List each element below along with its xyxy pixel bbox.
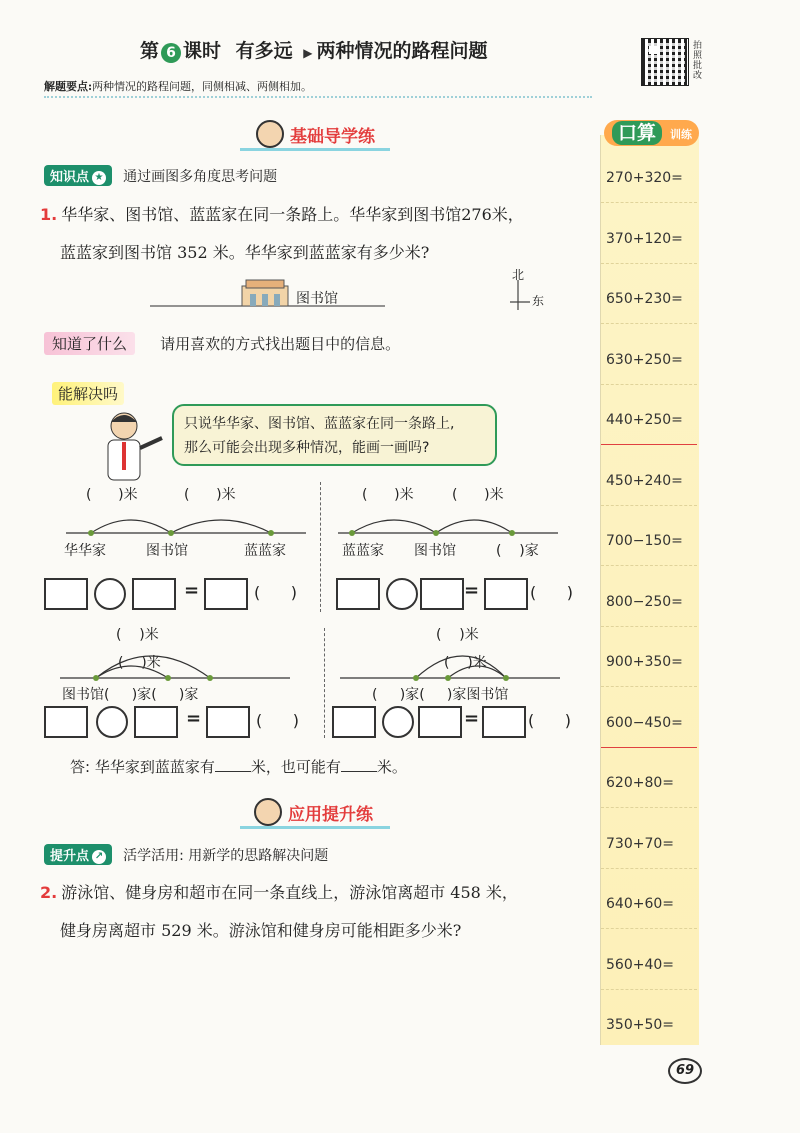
key-point-label: 解题要点: <box>44 80 93 93</box>
answer-box[interactable] <box>206 706 250 738</box>
oral-training-banner <box>604 120 699 146</box>
arc-label: ( )米 <box>184 487 236 503</box>
divider <box>601 263 697 264</box>
oral-item: 620+80= <box>606 775 674 791</box>
triangle-icon: ▶ <box>303 46 313 60</box>
operator-circle[interactable] <box>96 706 128 738</box>
answer-box[interactable] <box>482 706 526 738</box>
oral-training-subtitle: 训练 <box>670 128 692 141</box>
answer-box[interactable] <box>44 578 88 610</box>
answer-prefix: 答: 华华家到蓝蓝家有 <box>70 758 215 776</box>
know-text: 请用喜欢的方式找出题目中的信息。 <box>160 335 401 353</box>
arc-label: ( )米 <box>86 487 138 503</box>
arc-label: ( )米 <box>452 487 504 503</box>
point-label: 华华家 <box>64 543 106 559</box>
diagram-2-line <box>338 505 558 540</box>
answer-box[interactable] <box>336 578 380 610</box>
qr-code[interactable] <box>641 38 689 86</box>
oral-item: 370+120= <box>606 230 683 247</box>
arc-label: ( )米 <box>116 627 159 643</box>
answer-line <box>70 756 407 777</box>
library-label: 图书馆 <box>296 291 338 307</box>
equals-sign: = <box>464 580 480 601</box>
section-banner-basic <box>256 120 375 148</box>
arc-label: ( )米 <box>118 655 161 671</box>
answer-box[interactable] <box>418 706 462 738</box>
divider <box>601 323 697 324</box>
problem-text-line: 华华家、图书馆、蓝蓝家在同一条路上。华华家到图书馆276米， <box>61 205 524 224</box>
arc-label: ( )米 <box>444 655 487 671</box>
problem-text-line: 蓝蓝家到图书馆 352 米。华华家到蓝蓝家有多少米? <box>60 243 430 262</box>
key-point-text: 两种情况的路程问题，同侧相减、两侧相加。 <box>92 80 313 93</box>
problem-text-line: 游泳馆、健身房和超市在同一条直线上，游泳馆离超市 458 米， <box>61 883 518 902</box>
oral-item: 800−250= <box>606 593 683 610</box>
oral-item: 650+230= <box>606 291 683 307</box>
point-label: 图书馆 <box>466 687 509 703</box>
divider <box>601 384 697 385</box>
lesson-number-badge: 6 <box>161 43 181 63</box>
point-label: ( )家 <box>104 687 152 703</box>
compass-east: 东 <box>532 294 545 308</box>
speech-bubble <box>172 404 497 466</box>
diagram-3-labels <box>62 684 198 704</box>
answer-blank[interactable] <box>215 771 251 772</box>
problem-number: 2. <box>40 883 58 902</box>
lesson-suffix: 课时 <box>183 40 222 62</box>
student-face-icon <box>256 120 284 148</box>
point-label: ( )家 <box>151 687 199 703</box>
arc-label: ( )米 <box>362 487 414 503</box>
divider <box>601 444 697 445</box>
answer-box[interactable] <box>132 578 176 610</box>
answer-blank[interactable] <box>341 771 377 772</box>
section-underline <box>240 148 390 151</box>
oral-item: 730+70= <box>606 835 674 852</box>
oral-item: 700−150= <box>606 533 683 549</box>
diagram-3-line <box>60 636 290 684</box>
point-label: 图书馆 <box>146 543 188 559</box>
divider <box>601 747 697 748</box>
equals-sign: = <box>186 708 202 729</box>
diagram-4-line <box>340 636 560 684</box>
point-label: ( )家 <box>496 543 539 559</box>
point-label: ( )家 <box>372 687 420 703</box>
oral-item: 630+250= <box>606 351 683 368</box>
unit-blank[interactable]: ( ) <box>530 583 573 602</box>
point-label: 蓝蓝家 <box>342 543 384 559</box>
answer-box[interactable] <box>332 706 376 738</box>
unit-blank[interactable]: ( ) <box>254 583 297 602</box>
student-face-icon <box>254 798 282 826</box>
compass-north: 北 <box>512 268 525 282</box>
oral-item: 440+250= <box>606 412 683 428</box>
key-point <box>44 78 312 94</box>
library-building-icon <box>242 280 288 306</box>
oral-training-title: 口算 <box>612 121 662 145</box>
divider <box>601 868 697 869</box>
know-label: 知道了什么 <box>44 332 135 355</box>
operator-circle[interactable] <box>386 578 418 610</box>
divider <box>601 626 697 627</box>
solve-label: 能解决吗 <box>52 382 124 405</box>
section-title: 基础导学练 <box>290 127 375 147</box>
teacher-illustration <box>96 408 166 486</box>
answer-suffix: 米。 <box>376 758 407 776</box>
know-row <box>44 332 400 355</box>
problem-2 <box>40 874 600 950</box>
oral-item: 640+60= <box>606 896 674 912</box>
lesson-title <box>140 36 488 63</box>
page-number: 69 <box>668 1058 702 1084</box>
operator-circle[interactable] <box>382 706 414 738</box>
advance-tag: 提升点 ↗ <box>44 844 112 865</box>
equals-sign: = <box>184 580 200 601</box>
speech-line: 那么可能会出现多种情况，能画一画吗? <box>184 440 430 456</box>
oral-item: 270+320= <box>606 170 683 186</box>
star-icon: ★ <box>92 171 106 185</box>
problem-1 <box>40 196 600 272</box>
oral-item: 560+40= <box>606 956 674 973</box>
divider <box>44 96 592 98</box>
topic-title: 两种情况的路程问题 <box>316 40 488 62</box>
solve-row <box>52 382 124 405</box>
arc-label: ( )米 <box>436 627 479 643</box>
oral-item: 600−450= <box>606 714 683 731</box>
divider <box>601 807 697 808</box>
knowledge-text: 通过画图多角度思考问题 <box>123 169 278 185</box>
divider <box>601 202 697 203</box>
divider <box>601 505 697 506</box>
oral-item: 900+350= <box>606 654 683 670</box>
point-label: 图书馆 <box>62 687 104 703</box>
unit-title: 有多远 <box>235 40 293 62</box>
section-underline <box>240 826 390 829</box>
library-road-figure <box>150 274 560 314</box>
lesson-prefix: 第 <box>140 40 160 62</box>
equals-sign: = <box>464 708 480 729</box>
answer-box[interactable] <box>484 578 528 610</box>
knowledge-point <box>44 165 277 186</box>
point-label: ( )家 <box>419 687 467 703</box>
diagram-1-line <box>66 505 306 540</box>
advance-text: 活学活用: 用新学的思路解决问题 <box>123 848 329 864</box>
answer-box[interactable] <box>134 706 178 738</box>
answer-box[interactable] <box>420 578 464 610</box>
section-title: 应用提升练 <box>288 805 373 825</box>
knowledge-tag: 知识点 ★ <box>44 165 112 186</box>
answer-box[interactable] <box>44 706 88 738</box>
divider <box>601 686 697 687</box>
diagram-4-labels <box>372 684 508 704</box>
oral-item: 450+240= <box>606 472 683 489</box>
unit-blank[interactable]: ( ) <box>256 711 299 730</box>
problem-text-line: 健身房离超市 529 米。游泳馆和健身房可能相距多少米? <box>60 921 462 940</box>
arrow-up-icon: ↗ <box>92 850 106 864</box>
oral-item: 350+50= <box>606 1017 674 1033</box>
problem-number: 1. <box>40 205 58 224</box>
divider <box>601 989 697 990</box>
divider <box>601 928 697 929</box>
operator-circle[interactable] <box>94 578 126 610</box>
answer-box[interactable] <box>204 578 248 610</box>
divider <box>601 565 697 566</box>
section-banner-advanced <box>254 798 373 826</box>
divider <box>324 628 325 738</box>
divider <box>320 482 321 612</box>
unit-blank[interactable]: ( ) <box>528 711 571 730</box>
answer-mid: 米，也可能有 <box>250 758 341 776</box>
advance-point <box>44 844 328 865</box>
qr-caption: 拍照批改 <box>691 40 701 80</box>
speech-line: 只说华华家、图书馆、蓝蓝家在同一条路上, <box>184 416 455 432</box>
point-label: 图书馆 <box>414 543 456 559</box>
point-label: 蓝蓝家 <box>244 543 286 559</box>
